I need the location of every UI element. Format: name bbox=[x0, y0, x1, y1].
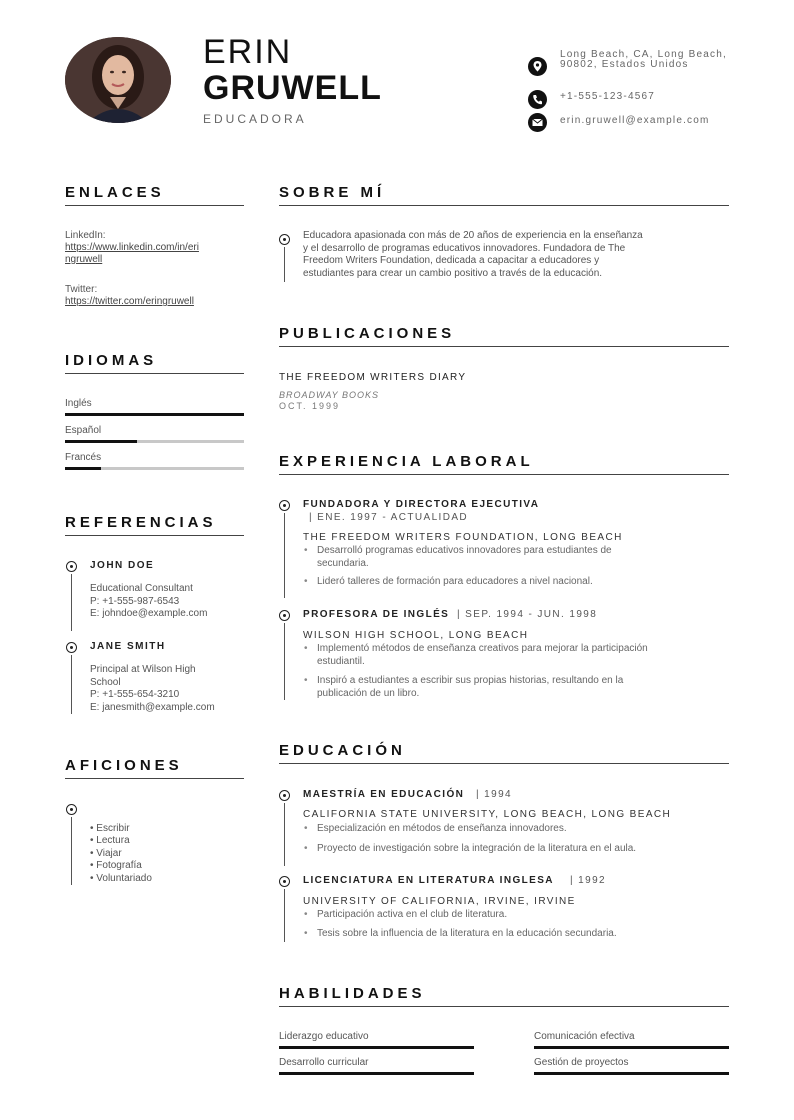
degree-bullet bbox=[317, 909, 507, 922]
job-company: THE FREEDOM WRITERS FOUNDATION, LONG BEACH bbox=[303, 532, 623, 543]
experience-heading: EXPERIENCIA LABORAL bbox=[279, 453, 534, 470]
links-divider bbox=[65, 205, 244, 206]
profile-photo bbox=[65, 37, 171, 123]
timeline-line bbox=[284, 623, 285, 700]
skill-label: Desarrollo curricular bbox=[279, 1057, 369, 1068]
hobby-item: • Lectura bbox=[90, 835, 130, 846]
publications-divider bbox=[279, 346, 729, 347]
bullet-line: Participación activa en el club de literatura. bbox=[317, 909, 508, 920]
education-divider bbox=[279, 763, 729, 764]
degree-bullet bbox=[317, 928, 617, 941]
languages-heading: IDIOMAS bbox=[65, 352, 158, 369]
timeline-dot-icon bbox=[66, 561, 77, 572]
about-text-line: Educadora apasionada con más de 20 años de experiencia en la enseñanza bbox=[303, 230, 643, 241]
about-heading: SOBRE MÍ bbox=[279, 184, 386, 201]
job-title: PROFESORA DE INGLÉS bbox=[303, 609, 450, 620]
job-bullet-cont: secundaria. bbox=[317, 558, 369, 569]
skill-bar bbox=[534, 1072, 729, 1075]
language-bar-fill bbox=[65, 467, 101, 470]
phone-text: +1-555-123-4567 bbox=[560, 91, 656, 102]
reference-title: Educational Consultant bbox=[90, 583, 193, 594]
linkedin-link-line1[interactable]: https://www.linkedin.com/in/eri bbox=[65, 242, 199, 253]
hobby-item: • Fotografía bbox=[90, 860, 142, 871]
bullet-line: Inspiró a estudiantes a escribir sus propias historias, resultando en la bbox=[317, 675, 624, 686]
job-title: FUNDADORA Y DIRECTORA EJECUTIVA bbox=[303, 499, 540, 510]
bullet-line: Especialización en métodos de enseñanza innovadores. bbox=[317, 823, 567, 834]
degree-title: MAESTRÍA EN EDUCACIÓN bbox=[303, 789, 465, 800]
contact-email bbox=[528, 113, 728, 132]
timeline-dot-icon bbox=[279, 876, 290, 887]
publication-date: OCT. 1999 bbox=[279, 401, 341, 411]
contact-address bbox=[528, 50, 728, 82]
job-bullet bbox=[317, 545, 612, 558]
bullet-line: Proyecto de investigación sobre la integración de la literatura en el aula. bbox=[317, 843, 637, 854]
timeline-dot-icon bbox=[279, 610, 290, 621]
bullet-line: Implementó métodos de enseñanza creativos para mejorar la participación bbox=[317, 643, 648, 654]
timeline-line bbox=[284, 247, 285, 282]
timeline-line bbox=[71, 655, 72, 714]
school-name: UNIVERSITY OF CALIFORNIA, IRVINE, IRVINE bbox=[303, 896, 576, 907]
about-divider bbox=[279, 205, 729, 206]
job-bullet bbox=[317, 643, 648, 656]
first-name: ERIN bbox=[203, 33, 293, 71]
degree-title: LICENCIATURA EN LITERATURA INGLESA bbox=[303, 875, 554, 886]
skill-bar bbox=[279, 1072, 474, 1075]
job-bullet-cont: estudiantil. bbox=[317, 656, 365, 667]
reference-title-line1: Principal at Wilson High bbox=[90, 664, 196, 675]
timeline-line bbox=[284, 889, 285, 942]
job-bullet bbox=[317, 576, 593, 589]
degree-date: | 1992 bbox=[570, 875, 607, 886]
timeline-line bbox=[284, 803, 285, 866]
bullet-line: Lideró talleres de formación para educadores a nivel nacional. bbox=[317, 576, 593, 587]
links-heading: ENLACES bbox=[65, 184, 165, 201]
references-divider bbox=[65, 535, 244, 536]
skill-label: Comunicación efectiva bbox=[534, 1031, 635, 1042]
reference-title-line2: School bbox=[90, 677, 121, 688]
contact-phone bbox=[528, 90, 728, 109]
degree-date: | 1994 bbox=[476, 789, 513, 800]
bullet-line: Tesis sobre la influencia de la literatura en la educación secundaria. bbox=[317, 928, 617, 939]
reference-name: JOHN DOE bbox=[90, 560, 155, 571]
timeline-dot-icon bbox=[66, 642, 77, 653]
languages-divider bbox=[65, 373, 244, 374]
language-bar-fill bbox=[65, 440, 137, 443]
skill-label: Gestión de proyectos bbox=[534, 1057, 629, 1068]
reference-phone: P: +1-555-987-6543 bbox=[90, 596, 180, 607]
experience-divider bbox=[279, 474, 729, 475]
timeline-dot-icon bbox=[279, 234, 290, 245]
reference-email: E: johndoe@example.com bbox=[90, 608, 208, 619]
email-text: erin.gruwell@example.com bbox=[560, 115, 710, 126]
job-date: | SEP. 1994 - JUN. 1998 bbox=[457, 609, 598, 620]
hobby-item: • Voluntariado bbox=[90, 873, 152, 884]
timeline-dot-icon bbox=[66, 804, 77, 815]
publication-publisher: BROADWAY BOOKS bbox=[279, 390, 380, 400]
hobbies-heading: AFICIONES bbox=[65, 757, 183, 774]
language-label: Francés bbox=[65, 452, 102, 463]
bullet-line: Desarrolló programas educativos innovadores para estudiantes de bbox=[317, 545, 612, 556]
reference-phone: P: +1-555-654-3210 bbox=[90, 689, 180, 700]
phone-icon bbox=[528, 90, 547, 109]
job-company: WILSON HIGH SCHOOL, LONG BEACH bbox=[303, 630, 529, 641]
reference-name: JANE SMITH bbox=[90, 641, 166, 652]
job-bullet bbox=[317, 675, 623, 688]
language-label: Español bbox=[65, 425, 102, 436]
skill-bar bbox=[279, 1046, 474, 1049]
language-label: Inglés bbox=[65, 398, 92, 409]
reference-email: E: janesmith@example.com bbox=[90, 702, 215, 713]
education-heading: EDUCACIÓN bbox=[279, 742, 406, 759]
envelope-icon bbox=[528, 113, 547, 132]
timeline-line bbox=[284, 513, 285, 598]
location-pin-icon bbox=[528, 57, 547, 76]
language-bar-fill bbox=[65, 413, 244, 416]
hobby-item: • Viajar bbox=[90, 848, 122, 859]
publications-heading: PUBLICACIONES bbox=[279, 325, 456, 342]
references-heading: REFERENCIAS bbox=[65, 514, 217, 531]
job-date: | ENE. 1997 - ACTUALIDAD bbox=[309, 512, 469, 523]
skills-heading: HABILIDADES bbox=[279, 985, 426, 1002]
timeline-line bbox=[71, 817, 72, 885]
twitter-link[interactable]: https://twitter.com/eringruwell bbox=[65, 296, 194, 307]
about-text-line: estudiantes para crear un cambio positivo a través de la educación. bbox=[303, 268, 603, 279]
skill-label: Liderazgo educativo bbox=[279, 1031, 369, 1042]
hobby-item: • Escribir bbox=[90, 823, 130, 834]
hobbies-divider bbox=[65, 778, 244, 779]
last-name: GRUWELL bbox=[203, 69, 382, 107]
linkedin-label: LinkedIn: bbox=[65, 230, 106, 241]
address-text: Long Beach, CA, Long Beach, 90802, Estados Unidos bbox=[560, 49, 727, 70]
about-text-line: y el desarrollo de programas educativos innovadores. Fundadora de The bbox=[303, 243, 626, 254]
publication-title: THE FREEDOM WRITERS DIARY bbox=[279, 372, 467, 383]
portrait-image bbox=[65, 37, 171, 123]
job-bullet-cont: publicación de un libro. bbox=[317, 688, 420, 699]
degree-bullet bbox=[317, 843, 636, 856]
timeline-line bbox=[71, 574, 72, 631]
job-role: EDUCADORA bbox=[203, 112, 307, 126]
skills-divider bbox=[279, 1006, 729, 1007]
timeline-dot-icon bbox=[279, 500, 290, 511]
linkedin-link-line2[interactable]: ngruwell bbox=[65, 254, 103, 265]
school-name: CALIFORNIA STATE UNIVERSITY, LONG BEACH, LONG BEACH bbox=[303, 809, 672, 820]
about-text-line: Freedom Writers Foundation, dedicada a capacitar a educadores y bbox=[303, 255, 600, 266]
twitter-label: Twitter: bbox=[65, 284, 98, 295]
degree-bullet bbox=[317, 823, 567, 836]
timeline-dot-icon bbox=[279, 790, 290, 801]
skill-bar bbox=[534, 1046, 729, 1049]
